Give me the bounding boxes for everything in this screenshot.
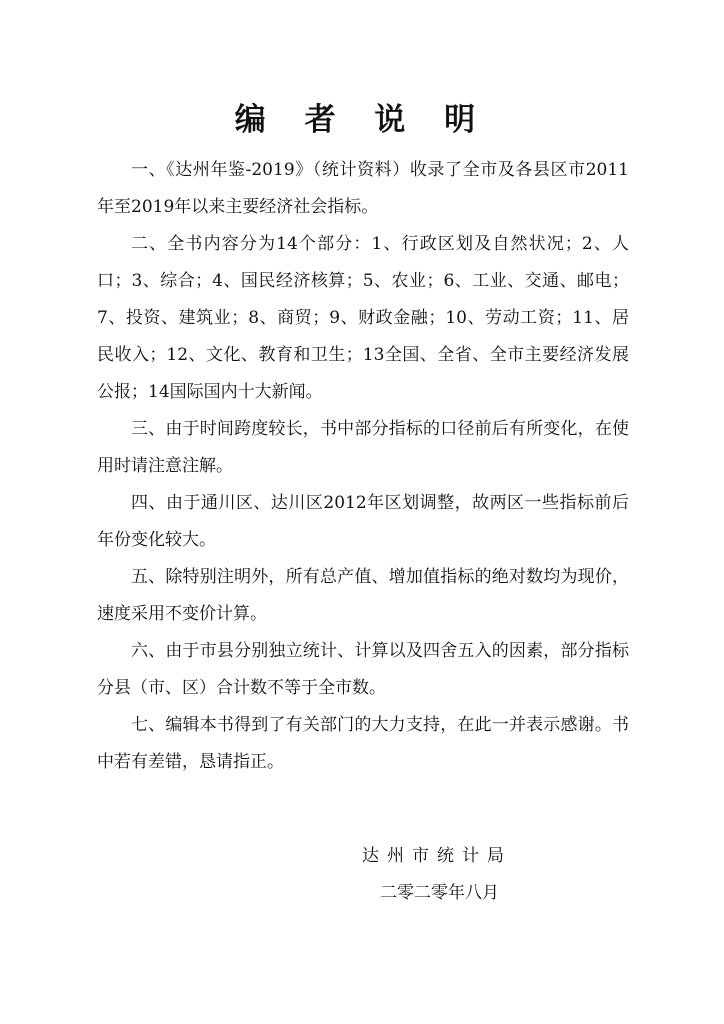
note-paragraph-4: 四、由于通川区、达川区2012年区划调整，故两区一些指标前后年份变化较大。 [97, 493, 629, 550]
note-paragraph-6: 六、由于市县分别独立统计、计算以及四舍五入的因素，部分指标分县（市、区）合计数不等于全市数。 [97, 641, 629, 698]
editor-notes-body [97, 152, 629, 781]
note-paragraph-1: 一、《达州年鉴-2019》（统计资料）收录了全市及各县区市2011年至2019年以来主要经济社会指标。 [97, 160, 629, 217]
note-paragraph-2: 二、全书内容分为14个部分：1、行政区划及自然状况；2、人口；3、综合；4、国民经济核算；5、农业；6、工业、交通、邮电；7、投资、建筑业；8、商贸；9、财政金融；10、劳动工资；11、居民收入；12、文化、教育和卫生；13全国、全省、全市主要经济发展公报；14国际国内十大新闻。 [97, 234, 629, 402]
note-paragraph-5: 五、除特别注明外，所有总产值、增加值指标的绝对数均为现价，速度采用不变价计算。 [97, 567, 629, 624]
signature-date: 二零二零年八月 [380, 883, 499, 903]
note-paragraph-3: 三、由于时间跨度较长，书中部分指标的口径前后有所变化，在使用时请注意注解。 [97, 419, 629, 476]
note-paragraph-7: 七、编辑本书得到了有关部门的大力支持，在此一并表示感谢。书中若有差错，恳请指正。 [97, 715, 629, 772]
page-title: 编 者 说 明 [234, 102, 490, 138]
signature-block [362, 838, 532, 912]
signature-organization: 达州市统计局 [362, 846, 512, 866]
